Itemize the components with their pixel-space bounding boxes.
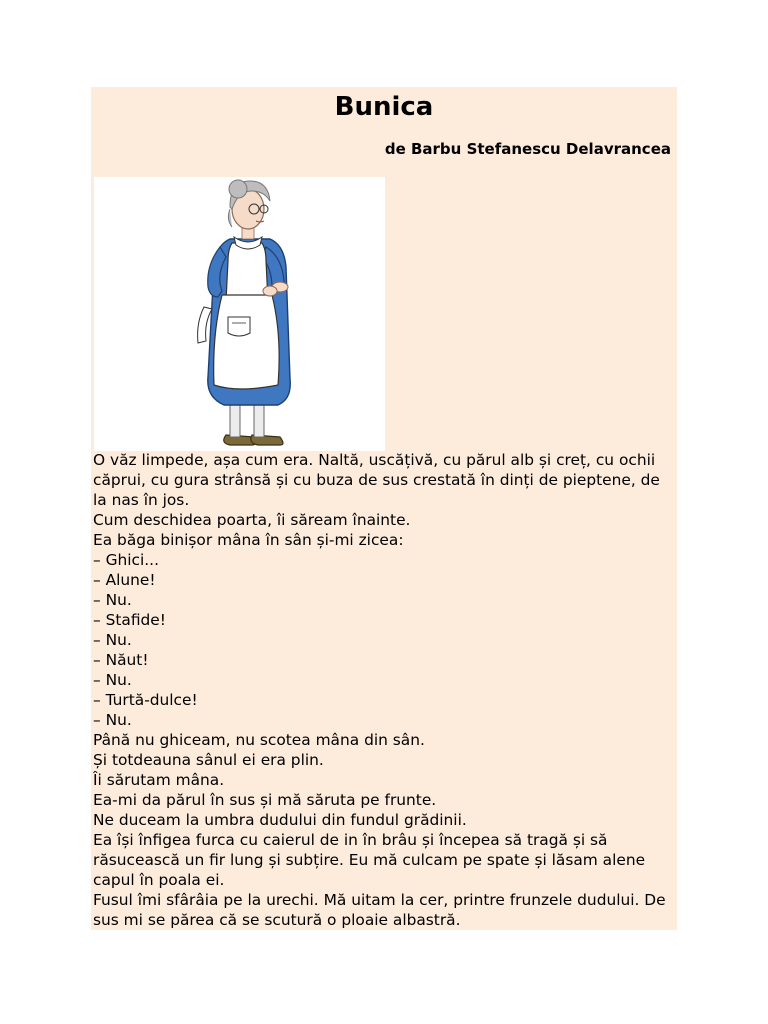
story-paragraph: Îi sărutam mâna. [93,771,225,789]
story-paragraph: Ea își înfigea furca cu caierul de in în brâu și începea să tragă și să răsucească un fir lung și subțire. Eu mă culcam pe spate și lăsam alene capul în poala ei. [93,831,646,889]
story-text [93,450,675,930]
story-paragraph: Fusul îmi sfârâia pe la urechi. Mă uitam la cer, printre frunzele dudului. De sus mi se părea că se scutură o ploaie albastră. [93,891,666,929]
dialogue-line: – Nu. [93,631,132,649]
dialogue-line: – Nu. [93,671,132,689]
document-title: Bunica [334,92,434,122]
dialogue-line: – Năut! [93,651,149,669]
story-paragraph: Și totdeauna sânul ei era plin. [93,751,324,769]
grandmother-illustration [94,177,385,451]
story-paragraph: Cum deschidea poarta, îi săream înainte. [93,511,411,529]
story-paragraph: Ne duceam la umbra dudului din fundul grădinii. [93,811,467,829]
story-paragraph: Ea băga binișor mâna în sân și-mi zicea: [93,531,404,549]
story-paragraph: Până nu ghiceam, nu scotea mâna din sân. [93,731,425,749]
author-line: de Barbu Stefanescu Delavrancea [384,140,671,158]
dialogue-line: – Alune! [93,571,156,589]
dialogue-line: – Nu. [93,591,132,609]
story-paragraph: Ea-mi da părul în sus și mă săruta pe frunte. [93,791,437,809]
document-page [91,87,677,930]
dialogue-line: – Turtă-dulce! [93,691,198,709]
story-paragraph: O văz limpede, așa cum era. Naltă, uscățivă, cu părul alb și creț, cu ochii căprui, cu gura strânsă și cu buza de sus crestată în dinți de pieptene, de la nas în jos. [93,451,660,509]
dialogue-line: – Stafide! [93,611,166,629]
dialogue-line: – Ghici... [93,551,159,569]
dialogue-line: – Nu. [93,711,132,729]
